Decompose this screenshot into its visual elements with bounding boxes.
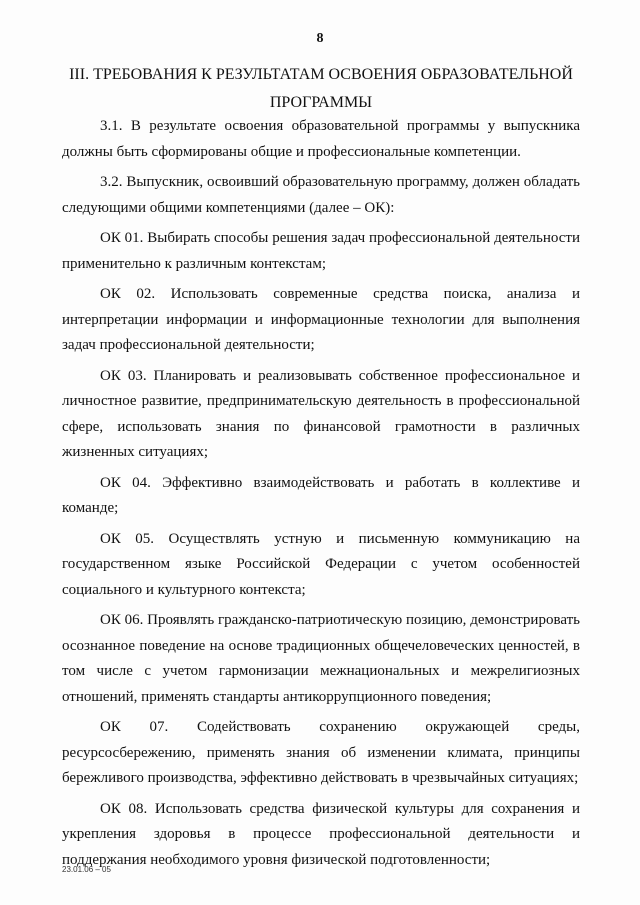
competency-ok-02: ОК 02. Использовать современные средства поиска, анализа и интерпретации информации и информационные технологии для выполнения задач профессиональной деятельности; [62,286,580,353]
competency-ok-01: ОК 01. Выбирать способы решения задач профессиональной деятельности применительно к различным контекстам; [62,230,580,272]
competency-ok-08: ОК 08. Использовать средства физической культуры для сохранения и укрепления здоровья в процессе профессиональной деятельности и поддержания необходимого уровня физической подготовленности; [62,800,580,868]
page-number: 8 [316,31,324,46]
document-body [62,114,580,878]
footer-code: 23.01.06 – 05 [62,865,111,874]
paragraph-3-1: 3.1. В результате освоения образовательной программы у выпускника должны быть сформированы общие и профессиональные компетенции. [62,118,580,160]
competency-ok-05: ОК 05. Осуществлять устную и письменную коммуникацию на государственном языке Российской Федерации с учетом особенностей социального и культурного контекста; [62,530,580,598]
section-heading: III. ТРЕБОВАНИЯ К РЕЗУЛЬТАТАМ ОСВОЕНИЯ ОБРАЗОВАТЕЛЬНОЙ ПРОГРАММЫ [69,66,573,111]
competency-ok-03: ОК 03. Планировать и реализовывать собственное профессиональное и личностное развитие, предпринимательскую деятельность в профессиональной сфере, использовать знания по финансовой грамотности в различных жизненных ситуациях; [62,367,580,460]
competency-ok-06: ОК 06. Проявлять гражданско-патриотическую позицию, демонстрировать осознанное поведение на основе традиционных общечеловеческих ценностей, в том числе с учетом гармонизации межнациональных и межрелигиозных отношений, применять стандарты антикоррупционного поведения; [62,612,580,705]
competency-ok-04: ОК 04. Эффективно взаимодействовать и работать в коллективе и команде; [62,474,580,516]
paragraph-3-2: 3.2. Выпускник, освоивший образовательную программу, должен обладать следующими общими компетенциями (далее – ОК): [62,174,580,216]
competency-ok-07: ОК 07. Содействовать сохранению окружающей среды, ресурсосбережению, применять знания об изменении климата, принципы бережливого производства, эффективно действовать в чрезвычайных ситуациях; [62,719,580,786]
